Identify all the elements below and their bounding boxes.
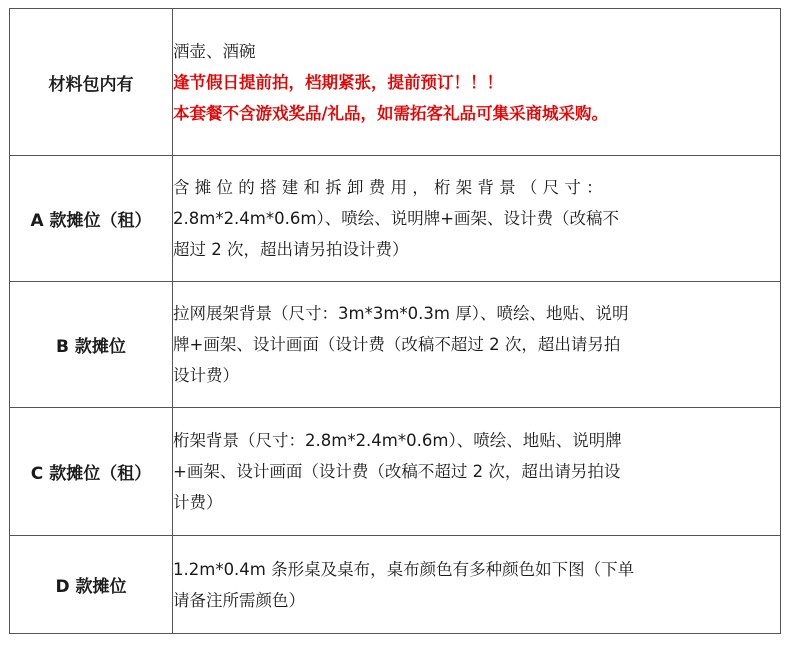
row-label: 材料包内有 <box>10 9 173 156</box>
content-line: +画架、设计画面（设计费（改稿不超过 2 次，超出请另拍设 <box>173 462 621 481</box>
content-line: 桁架背景（尺寸：2.8m*2.4m*0.6m）、喷绘、地贴、说明牌 <box>173 431 622 450</box>
table-row-booth-c <box>10 408 781 536</box>
row-label: D 款摊位 <box>10 536 173 634</box>
content-line: 设计费） <box>173 366 239 385</box>
row-content <box>173 282 781 408</box>
row-label: A 款摊位（租） <box>10 156 173 282</box>
content-line: 超过 2 次，超出请另拍设计费） <box>173 240 409 259</box>
content-line: 1.2m*0.4m 条形桌及桌布，桌布颜色有多种颜色如下图（下单 <box>173 559 635 579</box>
content-line: 酒壶、酒碗 <box>173 41 256 61</box>
package-spec-table <box>9 8 781 634</box>
table-row-booth-b <box>10 282 781 408</box>
content-line: 拉网展架背景（尺寸：3m*3m*0.3m 厚）、喷绘、地贴、说明 <box>173 304 629 323</box>
row-content <box>173 536 781 634</box>
table-row-booth-d <box>10 536 781 634</box>
content-line: 含 摊 位 的 搭 建 和 拆 卸 费 用 ， 桁 架 背 景 （ 尺 寸 ： <box>173 178 603 197</box>
content-line: 请备注所需颜色） <box>173 590 305 610</box>
content-line: 计费） <box>173 493 223 512</box>
row-label: B 款摊位 <box>10 282 173 408</box>
content-line: 2.8m*2.4m*0.6m）、喷绘、说明牌+画架、设计费（改稿不 <box>173 209 620 228</box>
table-row-booth-a <box>10 156 781 282</box>
content-line: 牌+画架、设计画面（设计费（改稿不超过 2 次，超出请另拍 <box>173 335 621 354</box>
row-content <box>173 156 781 282</box>
row-content <box>173 9 781 156</box>
table-row-materials <box>10 9 781 156</box>
holiday-notice: 逢节假日提前拍，档期紧张，提前预订！！！ <box>173 72 503 92</box>
row-label: C 款摊位（租） <box>10 408 173 536</box>
gift-notice: 本套餐不含游戏奖品/礼品，如需拓客礼品可集采商城采购。 <box>173 103 609 123</box>
row-content <box>173 408 781 536</box>
